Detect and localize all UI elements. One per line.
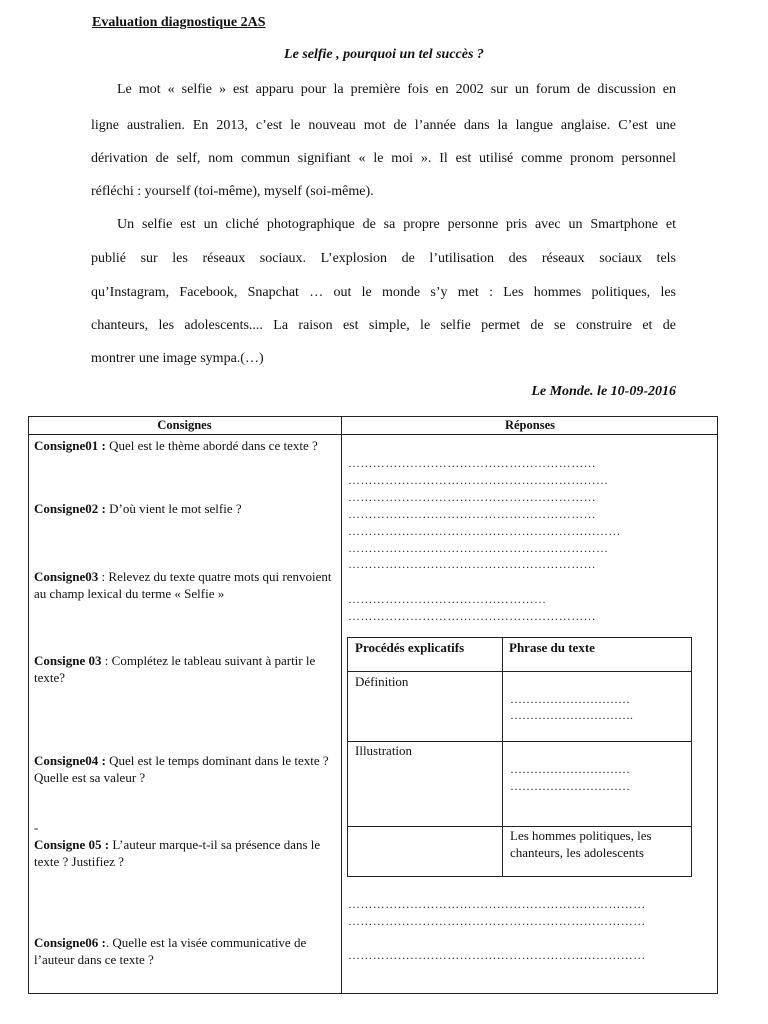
procede-definition: Définition — [355, 674, 409, 689]
phrase-header: Phrase du texte — [509, 640, 595, 655]
consigne-label: Consigne 03 — [34, 653, 102, 668]
text-line-7: qu’Instagram, Facebook, Snapchat … out le monde s’y met : Les hommes politiques, les — [91, 285, 676, 300]
answer-line[interactable]: …………………………………………………… — [348, 507, 596, 521]
table-column-divider — [341, 416, 342, 994]
answer-line[interactable]: ………………………… — [510, 692, 630, 706]
consigne-label: Consigne02 : — [34, 501, 106, 516]
consigne-label: Consigne 05 : — [34, 837, 110, 852]
dash-marker: - — [34, 820, 39, 835]
answer-line[interactable]: …………………………………………………… — [348, 490, 596, 504]
consigne-label: Consigne03 — [34, 569, 99, 584]
answer-line[interactable]: ……………………………………………………… — [348, 473, 609, 487]
answer-line[interactable]: …………………………………………………… — [348, 456, 596, 470]
consigne-04 — [34, 752, 334, 786]
text-title: Le selfie , pourquoi un tel succès ? — [284, 47, 484, 62]
answer-line[interactable]: ……………………………………………………………… — [348, 897, 646, 911]
text-line-8: chanteurs, les adolescents.... La raison est simple, le selfie permet de se construire et de — [91, 318, 676, 333]
consigne-label: Consigne04 : — [34, 753, 106, 768]
answer-line[interactable]: ……………………………………………………… — [348, 541, 609, 555]
consigne-label: Consigne01 : — [34, 438, 106, 453]
consigne-label: Consigne06 : — [34, 935, 106, 950]
answer-line[interactable]: …………………………………………………… — [348, 557, 596, 571]
answer-line[interactable]: ……………………………………………………………… — [348, 948, 646, 962]
procedes-column-divider — [502, 637, 503, 877]
phrase-example: Les hommes politiques, les chanteurs, les adolescents — [510, 828, 652, 860]
answer-line[interactable]: …………………………………………………… — [348, 609, 596, 623]
text-line-6: publié sur les réseaux sociaux. L’explosion de l’utilisation des réseaux sociaux tels — [91, 251, 676, 266]
consigne-03 — [34, 568, 334, 602]
consigne-text: L’auteur marque-t-il sa présence dans le texte ? Justifiez ? — [34, 837, 321, 869]
text-line-9: montrer une image sympa.(…) — [91, 351, 264, 366]
text-line-3: dérivation de self, nom commun signifiant « le moi ». Il est utilisé comme pronom personnel — [91, 151, 676, 166]
consigne-01 — [34, 437, 334, 454]
consigne-text: : Complétez le tableau suivant à partir le texte? — [34, 653, 316, 685]
text-line-4: réfléchi : yourself (toi-même), myself (soi-même). — [91, 184, 374, 199]
consigne-05 — [34, 836, 334, 870]
source-citation: Le Monde. le 10-09-2016 — [531, 384, 676, 399]
table-header-divider — [28, 434, 718, 435]
consigne-06 — [34, 934, 334, 968]
procedes-table — [347, 637, 692, 877]
column-header-consignes: Consignes — [157, 418, 212, 432]
text-line-1: Le mot « selfie » est apparu pour la première fois en 2002 sur un forum de discussion en — [117, 82, 676, 97]
consigne-03b — [34, 652, 334, 686]
answer-line[interactable]: ………………………………………… — [348, 592, 547, 606]
answer-line[interactable]: …………………………. — [510, 708, 633, 722]
procedes-row-divider — [347, 671, 692, 672]
answer-line[interactable]: ………………………… — [510, 762, 630, 776]
procede-illustration: Illustration — [355, 743, 413, 758]
procedes-header: Procédés explicatifs — [355, 640, 465, 655]
consigne-text: Quel est le temps dominant dans le texte ? Quelle est sa valeur ? — [34, 753, 329, 785]
consigne-02 — [34, 500, 334, 517]
consigne-text: D’où vient le mot selfie ? — [105, 501, 242, 516]
text-line-5: Un selfie est un cliché photographique de sa propre personne pris avec un Smartphone et — [117, 217, 676, 232]
consigne-text: : Relevez du texte quatre mots qui renvoient au champ lexical du terme « Selfie » — [34, 569, 332, 601]
column-header-reponses: Réponses — [504, 418, 555, 432]
answer-line[interactable]: ………………………… — [510, 779, 630, 793]
answer-line[interactable]: ……………………………………………………………… — [348, 914, 646, 928]
text-line-2: ligne australien. En 2013, c’est le nouveau mot de l’année dans la langue anglaise. C’est une — [91, 118, 676, 133]
consigne-text: . Quelle est la visée communicative de l’auteur dans ce texte ? — [34, 935, 307, 967]
answer-line[interactable]: ………………………………………………………… — [348, 524, 621, 538]
document-title: Evaluation diagnostique 2AS — [92, 15, 266, 30]
consigne-text: Quel est le thème abordé dans ce texte ? — [105, 438, 318, 453]
